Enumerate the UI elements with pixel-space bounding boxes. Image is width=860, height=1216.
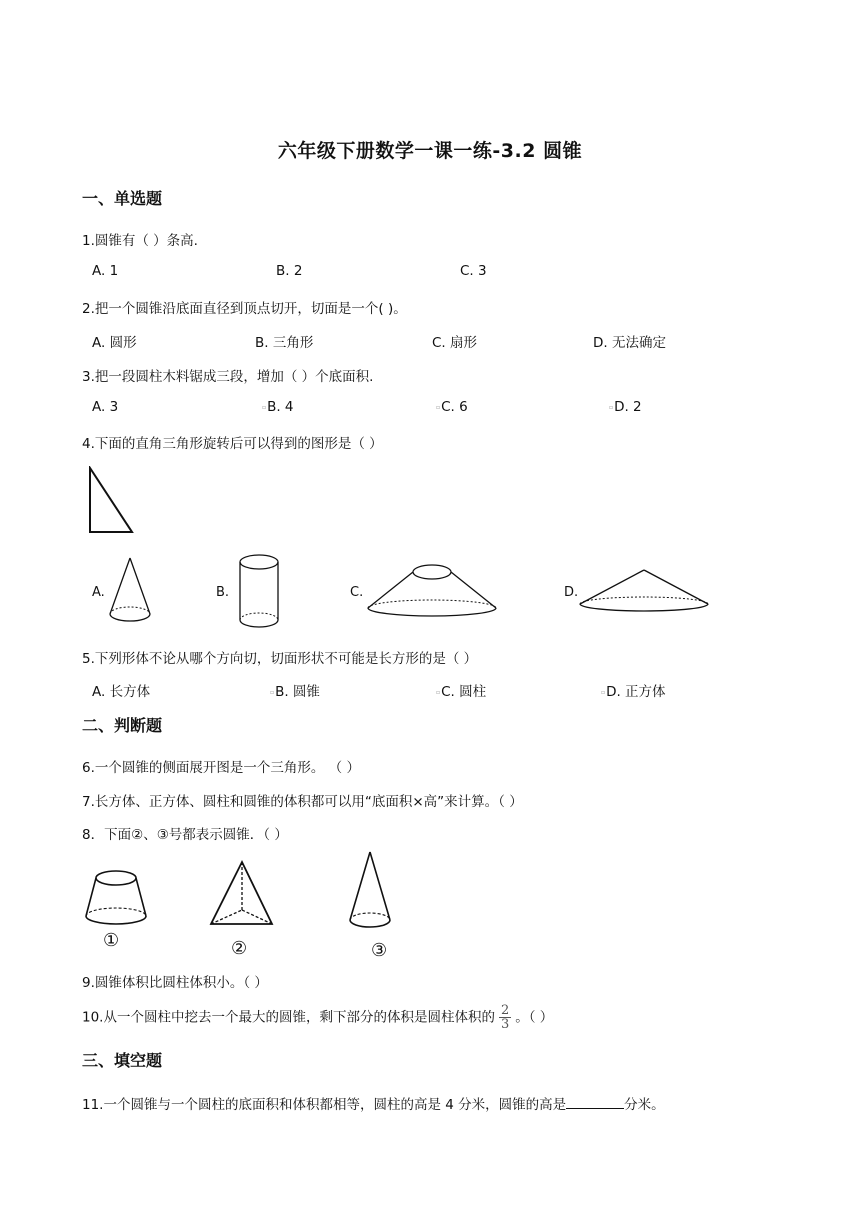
question-6: 6.一个圆锥的侧面展开图是一个三角形。 （ ） xyxy=(82,760,360,776)
q1-option-a: A. 1 xyxy=(92,263,119,279)
question-7: 7.长方体、正方体、圆柱和圆锥的体积都可以用“底面积×高”来计算。（ ） xyxy=(82,794,523,810)
q4-label-d: D. xyxy=(564,585,579,600)
q4-label-a: A. xyxy=(92,585,105,600)
cone-figure-a xyxy=(106,556,154,626)
q3-option-c: C. 6 xyxy=(441,399,468,415)
q3-option-b-wrap xyxy=(262,399,294,415)
q3-option-d: D. 2 xyxy=(614,399,642,415)
q3-option-b: B. 4 xyxy=(267,399,294,415)
figure-label-2: ② xyxy=(231,938,248,959)
figure-label-1: ① xyxy=(103,930,120,951)
flat-cone-figure-d xyxy=(576,566,712,616)
q2-option-b: B. 三角形 xyxy=(255,335,314,351)
marker-dot-icon: ▫ xyxy=(436,688,441,696)
fraction-two-thirds xyxy=(499,1004,511,1031)
marker-dot-icon: ▫ xyxy=(270,688,275,696)
question-11 xyxy=(82,1093,665,1113)
question-3: 3.把一段圆柱木料锯成三段，增加（ ）个底面积. xyxy=(82,369,374,385)
question-10 xyxy=(82,1004,553,1031)
q4-label-b: B. xyxy=(216,585,230,600)
q3-option-d-wrap xyxy=(609,399,642,415)
question-4: 4.下面的直角三角形旋转后可以得到的图形是（ ） xyxy=(82,436,383,452)
section-heading-single-choice: 一、单选题 xyxy=(82,189,163,208)
q5-option-d-wrap xyxy=(601,680,666,700)
q4-label-c: C. xyxy=(350,585,364,600)
marker-dot-icon: ▫ xyxy=(601,688,606,696)
cone-figure-3 xyxy=(346,850,396,936)
question-1: 1.圆锥有（ ）条高. xyxy=(82,233,198,249)
page-title: 六年级下册数学一课一练-3.2 圆锥 xyxy=(277,140,583,162)
fraction-numerator: 2 xyxy=(500,1003,510,1018)
pyramid-figure-2 xyxy=(206,858,278,928)
fraction-denominator: 3 xyxy=(500,1017,510,1032)
right-triangle-figure xyxy=(86,466,136,536)
section-heading-true-false: 二、判断题 xyxy=(82,716,163,735)
q3-option-c-wrap xyxy=(436,399,468,415)
question-10-tail: 。（ ） xyxy=(515,1009,554,1026)
answer-blank[interactable] xyxy=(566,1096,624,1109)
q5-option-c: C. 圆柱 xyxy=(441,684,487,700)
q1-option-b: B. 2 xyxy=(276,263,303,279)
question-10-text: 10.从一个圆柱中挖去一个最大的圆锥，剩下部分的体积是圆柱体积的 xyxy=(82,1009,495,1026)
q5-option-b: B. 圆锥 xyxy=(275,684,320,700)
q5-option-b-wrap xyxy=(270,680,320,700)
cylinder-figure-b xyxy=(236,552,284,632)
q5-option-c-wrap xyxy=(436,680,486,700)
section-heading-fill-blank: 三、填空题 xyxy=(82,1051,163,1070)
q2-option-a: A. 圆形 xyxy=(92,335,137,351)
q5-option-a: A. 长方体 xyxy=(92,684,151,700)
q2-option-d: D. 无法确定 xyxy=(593,335,666,351)
q2-option-c: C. 扇形 xyxy=(432,335,478,351)
frustum-figure-1 xyxy=(82,868,152,930)
q3-option-a: A. 3 xyxy=(92,399,119,415)
q1-option-c: C. 3 xyxy=(460,263,487,279)
question-2: 2.把一个圆锥沿底面直径到顶点切开，切面是一个( )。 xyxy=(82,301,407,317)
marker-dot-icon: ▫ xyxy=(262,403,267,411)
q5-option-d: D. 正方体 xyxy=(606,684,666,700)
question-11-tail: 分米。 xyxy=(624,1097,665,1113)
marker-dot-icon: ▫ xyxy=(436,403,441,411)
question-8: 8．下面②、③号都表示圆锥．（ ） xyxy=(82,827,288,843)
question-9: 9.圆锥体积比圆柱体积小。（ ） xyxy=(82,975,268,991)
question-11-text: 11.一个圆锥与一个圆柱的底面积和体积都相等，圆柱的高是 4 分米，圆锥的高是 xyxy=(82,1097,567,1113)
marker-dot-icon: ▫ xyxy=(609,403,614,411)
frustum-figure-c xyxy=(364,560,500,620)
question-5: 5.下列形体不论从哪个方向切，切面形状不可能是长方形的是（ ） xyxy=(82,651,478,667)
figure-label-3: ③ xyxy=(371,940,388,961)
